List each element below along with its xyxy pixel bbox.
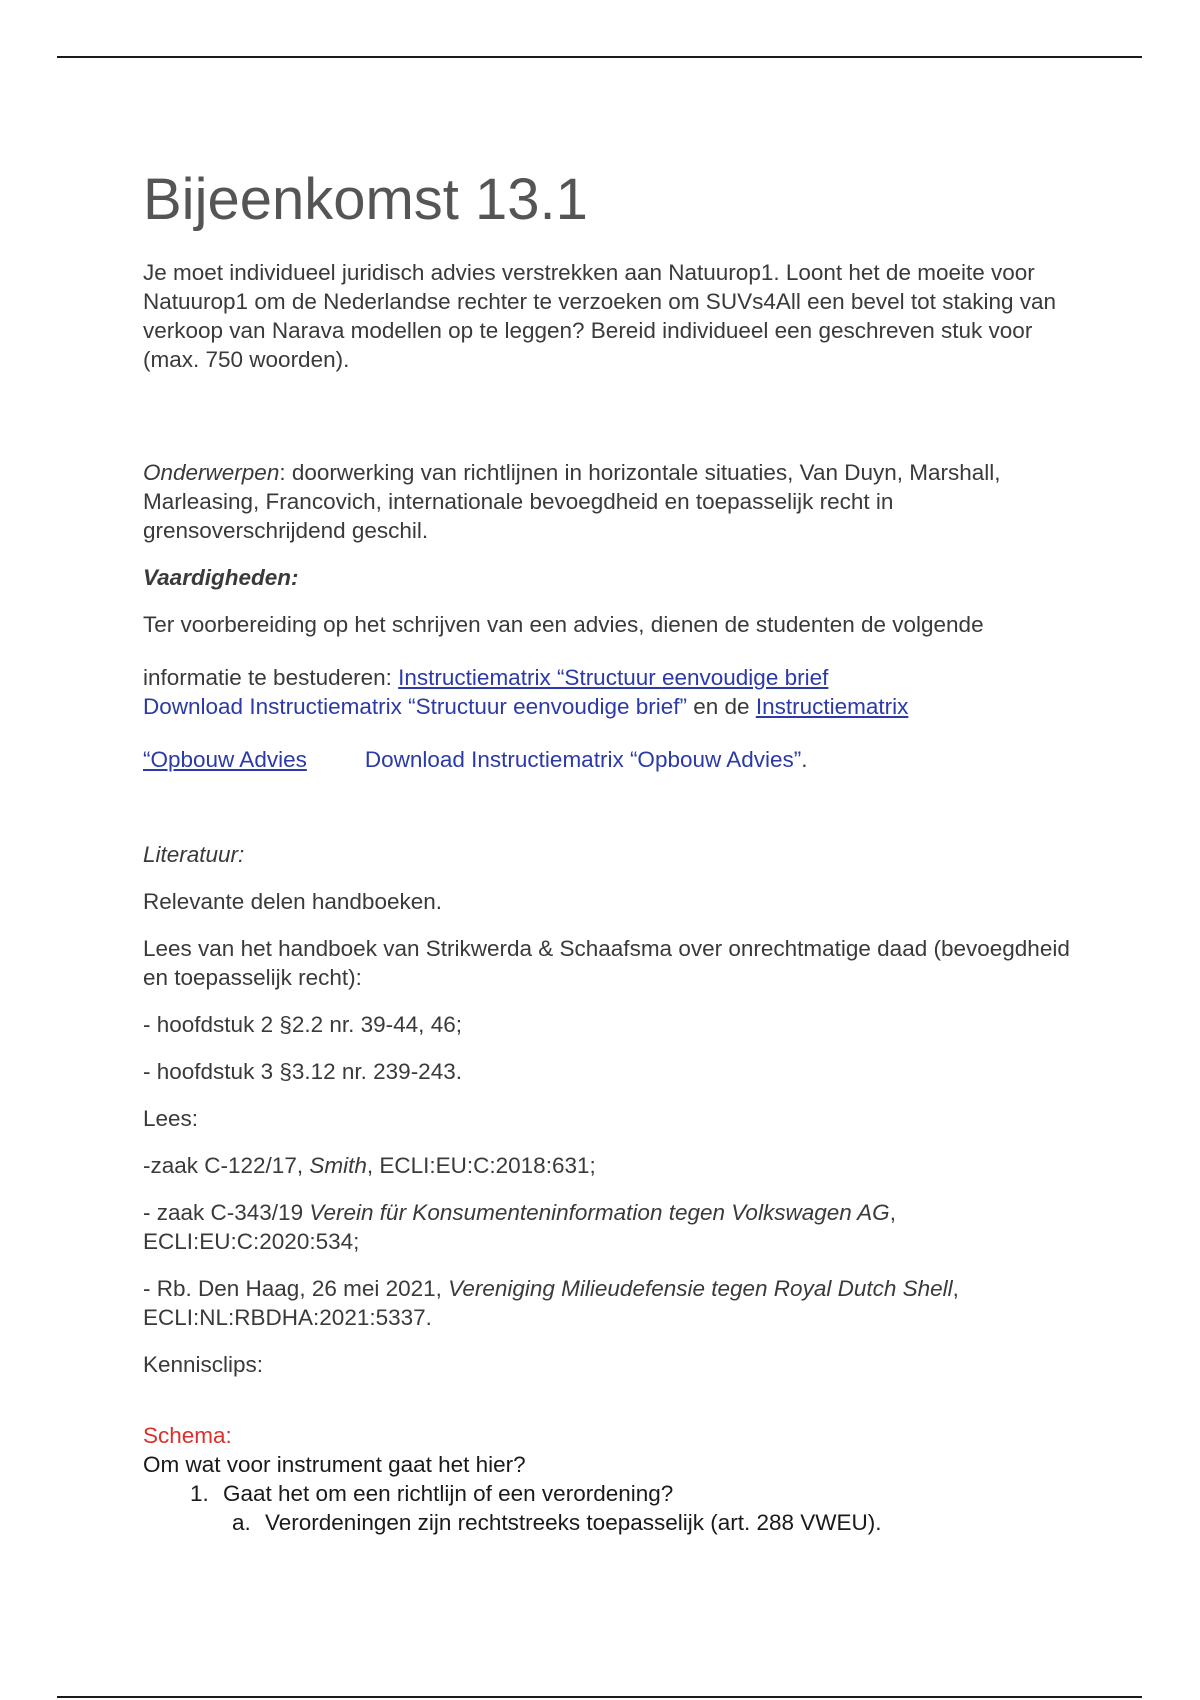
schema-heading: Schema: [143,1423,232,1448]
case-shell-name: Vereniging Milieudefensie tegen Royal Dutch Shell [448,1276,953,1301]
skills-connector: en de [687,694,756,719]
schema-item-1a: a. Verordeningen zijn rechtstreeks toepasselijk (art. 288 VWEU). [257,1508,1073,1537]
page-title: Bijeenkomst 13.1 [143,167,588,232]
skills-heading: Vaardigheden: [143,565,299,590]
schema-item-1 [215,1479,1073,1537]
topics-label: Onderwerpen [143,460,280,485]
literature-chapter-3: - hoofdstuk 3 §3.12 nr. 239-243. [143,1059,462,1084]
footer-rule [57,1696,1142,1698]
schema-item-1-text: Gaat het om een richtlijn of een verordening? [223,1481,674,1506]
case-volkswagen-name: Verein für Konsumenteninformation tegen Volkswagen AG [309,1200,890,1225]
topics-text: : doorwerking van richtlijnen in horizontale situaties, Van Duyn, Marshall, Marleasing, Francovich, internationale bevoegdheid en toepasselijk recht in grensoverschrijdend geschil. [143,460,1001,543]
schema-question: Om wat voor instrument gaat het hier? [143,1452,526,1477]
literature-chapter-2: - hoofdstuk 2 §2.2 nr. 39-44, 46; [143,1012,462,1037]
skills-intro: Ter voorbereiding op het schrijven van een advies, dienen de studenten de volgende [143,612,984,637]
kennisclips-label: Kennisclips: [143,1352,264,1377]
case-smith [143,1151,1073,1180]
topics-paragraph [143,458,1073,545]
case-smith-prefix: -zaak C-122/17, [143,1153,310,1178]
schema-list [143,1479,1073,1537]
literature-handbooks: Relevante delen handboeken. [143,889,442,914]
case-volkswagen-prefix: - zaak C-343/19 [143,1200,310,1225]
case-smith-suffix: , ECLI:EU:C:2018:631; [366,1153,596,1178]
skills-links-paragraph [143,663,1073,721]
header-rule [57,56,1142,58]
document-body [143,165,1073,1537]
case-shell-suffix: , ECLI:NL:RBDHA:2021:5337. [143,1276,959,1330]
instructiematrix-brief-link[interactable]: Instructiematrix “Structuur eenvoudige brief [398,665,829,690]
instructiematrix-advies-link-part2[interactable]: “Opbouw Advies [143,747,307,772]
assignment-text: Je moet individueel juridisch advies verstrekken aan Natuurop1. Loont het de moeite voor Natuurop1 om de Nederlandse rechter te verzoeken om SUVs4All een bevel tot staking van verkoop van Narava modellen op te leggen? Bereid individueel een geschreven stuk voor (max. 750 woorden). [143,260,1057,372]
case-smith-name: Smith [309,1153,367,1178]
literature-heading: Literatuur: [143,842,245,867]
case-volkswagen-suffix: , ECLI:EU:C:2020:534; [143,1200,896,1254]
case-shell-prefix: - Rb. Den Haag, 26 mei 2021, [143,1276,449,1301]
case-shell [143,1274,1073,1332]
instructiematrix-advies-link-part1[interactable]: Instructiematrix [755,694,909,719]
skills-prefix: informatie te bestuderen: [143,665,399,690]
literature-read-handbook: Lees van het handboek van Strikwerda & Schaafsma over onrechtmatige daad (bevoegdheid en toepasselijk recht): [143,936,1070,990]
case-volkswagen [143,1198,1073,1256]
skills-links-paragraph-2 [143,745,1073,774]
download-brief-link[interactable]: Download Instructiematrix “Structuur eenvoudige brief” [143,694,687,719]
schema-sublist [223,1508,1073,1537]
literature-read: Lees: [143,1106,199,1131]
skills-end: . [801,747,808,772]
download-advies-link[interactable]: Download Instructiematrix “Opbouw Advies” [364,747,802,772]
